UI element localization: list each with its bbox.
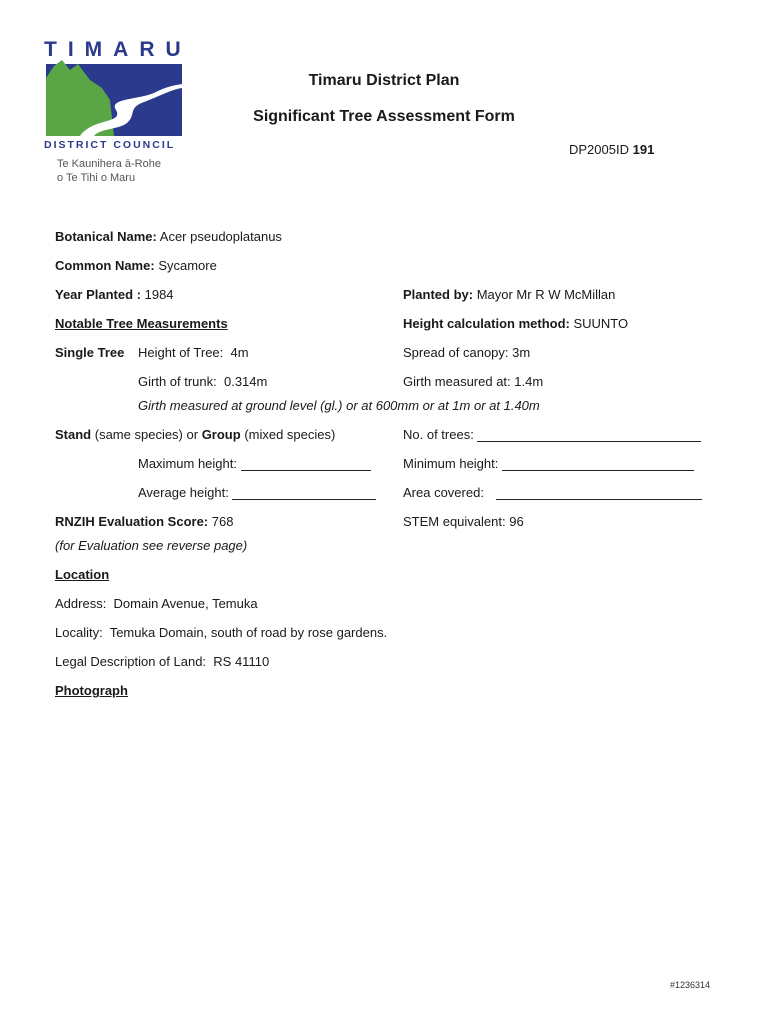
photograph-heading: Photograph [55, 683, 128, 698]
girth-of-trunk-row [138, 374, 267, 389]
evaluation-note: (for Evaluation see reverse page) [55, 538, 248, 553]
locality-label: Locality: [55, 625, 103, 640]
avg-height-line [232, 487, 376, 500]
planted-by-value: Mayor Mr R W McMillan [476, 287, 616, 302]
spread-label: Spread of canopy: [403, 345, 509, 360]
height-method-row [403, 316, 628, 331]
common-value: Sycamore [158, 258, 217, 273]
height-of-tree-row [138, 345, 249, 360]
logo-council-text: DISTRICT COUNCIL [44, 139, 176, 151]
logo-maori-line1: Te Kaunihera ā-Rohe [57, 158, 161, 170]
locality-value: Temuka Domain, south of road by rose gardens. [109, 625, 388, 640]
address-row [55, 596, 258, 611]
address-value: Domain Avenue, Temuka [113, 596, 258, 611]
rnzih-score-row [55, 514, 233, 529]
common-label: Common Name: [55, 258, 155, 273]
area-label: Area covered: [403, 485, 484, 500]
stem-value: 96 [509, 514, 524, 529]
year-planted-row [55, 287, 174, 302]
dp-label: DP2005ID [569, 142, 629, 157]
planted-by-row [403, 287, 615, 302]
area-line [496, 487, 702, 500]
document-subtitle: Significant Tree Assessment Form [253, 108, 515, 125]
logo-landscape-icon [44, 58, 184, 138]
location-heading: Location [55, 567, 110, 582]
spread-value: 3m [512, 345, 531, 360]
min-height-label: Minimum height: [403, 456, 499, 471]
logo-maori-text [57, 157, 161, 185]
timaru-district-council-logo [44, 38, 192, 188]
botanical-value: Acer pseudoplatanus [159, 229, 282, 244]
height-method-label: Height calculation method: [403, 316, 570, 331]
girth-measured-value: 1.4m [514, 374, 544, 389]
area-covered-row [403, 485, 702, 500]
planted-by-label: Planted by: [403, 287, 474, 302]
year-label: Year Planted : [55, 287, 141, 302]
rnzih-value: 768 [211, 514, 234, 529]
common-name-row [55, 258, 217, 273]
num-trees-label: No. of trees: [403, 427, 474, 442]
document-reference-number: #1236314 [670, 980, 711, 990]
locality-row [55, 625, 387, 640]
document-title: Timaru District Plan [308, 72, 460, 89]
spread-of-canopy-row [403, 345, 530, 360]
girth-label: Girth of trunk: [138, 374, 217, 389]
legal-label: Legal Description of Land: [55, 654, 207, 669]
girth-value: 0.314m [223, 374, 268, 389]
girth-note: Girth measured at ground level (gl.) or at 600mm or at 1m or at 1.40m [138, 398, 540, 413]
num-trees-line [477, 429, 701, 442]
stem-label: STEM equivalent: [403, 514, 506, 529]
min-height-row [403, 456, 694, 471]
year-value: 1984 [144, 287, 174, 302]
notable-tree-heading: Notable Tree Measurements [55, 316, 228, 331]
height-label: Height of Tree: [138, 345, 224, 360]
group-label: Group [201, 427, 241, 442]
min-height-line [502, 458, 694, 471]
group-desc: (mixed species) [244, 427, 336, 442]
stand-desc: (same species) or [94, 427, 199, 442]
botanical-name-row [55, 229, 282, 244]
avg-height-row [138, 485, 376, 500]
num-trees-row [403, 427, 701, 442]
stand-label: Stand [55, 427, 92, 442]
rnzih-label: RNZIH Evaluation Score: [55, 514, 209, 529]
girth-measured-label: Girth measured at: [403, 374, 511, 389]
address-label: Address: [55, 596, 107, 611]
avg-height-label: Average height: [138, 485, 229, 500]
logo-wordmark: TIMARU [44, 38, 192, 61]
max-height-line [241, 458, 371, 471]
height-method-value: SUUNTO [573, 316, 629, 331]
stem-equivalent-row [403, 514, 524, 529]
stand-group-row [55, 427, 335, 442]
single-tree-label: Single Tree [55, 345, 125, 360]
dp-reference [569, 142, 654, 157]
height-value: 4m [230, 345, 249, 360]
girth-measured-row [403, 374, 543, 389]
logo-maori-line2: o Te Tihi o Maru [57, 172, 136, 184]
max-height-row [138, 456, 371, 471]
dp-value: 191 [632, 142, 655, 157]
max-height-label: Maximum height: [138, 456, 237, 471]
botanical-label: Botanical Name: [55, 229, 157, 244]
legal-value: RS 41110 [213, 654, 270, 669]
legal-description-row [55, 654, 269, 669]
